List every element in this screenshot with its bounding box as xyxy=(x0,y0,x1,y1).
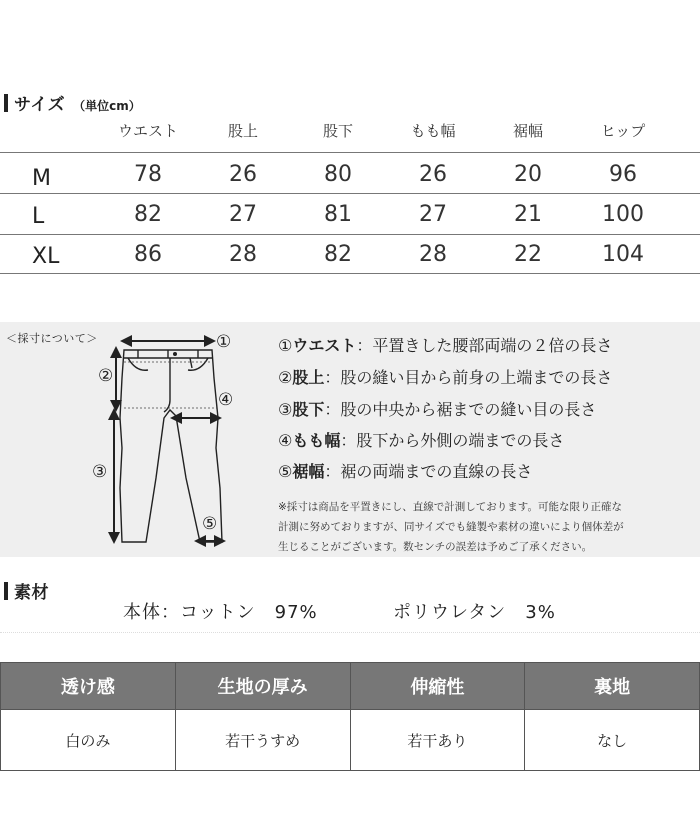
measure-term: ウエスト xyxy=(292,336,357,355)
table-divider xyxy=(0,152,700,153)
table-cell: 28 xyxy=(419,242,447,267)
section-marker-bar xyxy=(4,94,8,112)
table-row xyxy=(1,710,700,771)
table-cell: 20 xyxy=(514,162,542,187)
column-header-waist: ウエスト xyxy=(117,122,178,140)
material-section-header xyxy=(4,578,49,603)
measure-line-thigh xyxy=(278,428,564,451)
table-cell: 82 xyxy=(134,202,162,227)
column-header-hem: 裾幅 xyxy=(512,122,543,140)
size-label-m: M xyxy=(32,166,51,191)
material-main: 本体：コットン 97% xyxy=(123,602,318,623)
value-stretch: 若干あり xyxy=(350,710,525,771)
value-thickness: 若干うすめ xyxy=(175,710,350,771)
material-sub: ポリウレタン 3% xyxy=(393,602,556,623)
measure-term: 股上 xyxy=(292,368,325,387)
measure-line-inseam xyxy=(278,397,596,420)
measure-num: ③ xyxy=(278,400,293,419)
dotted-divider xyxy=(0,632,700,633)
measure-desc: ：股の縫い目から前身の上端までの長さ xyxy=(324,368,613,387)
table-cell: 104 xyxy=(602,242,644,267)
column-header-rise: 股上 xyxy=(227,122,258,140)
measure-line-hem xyxy=(278,459,532,482)
table-cell: 27 xyxy=(419,202,447,227)
size-section-header xyxy=(4,90,141,115)
table-cell: 26 xyxy=(419,162,447,187)
header-stretch: 伸縮性 xyxy=(350,663,525,710)
note-line: ※採寸は商品を平置きにし、直線で計測しております。可能な限り正確な xyxy=(278,501,622,513)
marker-3: ③ xyxy=(92,462,108,482)
measure-desc: ：股の中央から裾までの縫い目の長さ xyxy=(324,400,597,419)
table-cell: 28 xyxy=(229,242,257,267)
table-cell: 27 xyxy=(229,202,257,227)
header-thickness: 生地の厚み xyxy=(175,663,350,710)
section-marker-bar xyxy=(4,582,8,600)
measure-term: もも幅 xyxy=(292,431,341,450)
measure-num: ⑤ xyxy=(278,462,293,481)
pants-diagram xyxy=(80,328,250,553)
measure-desc: ：平置きした腰部両端の２倍の長さ xyxy=(356,336,613,355)
marker-2: ② xyxy=(98,366,114,386)
measure-num: ① xyxy=(278,336,293,355)
table-cell: 86 xyxy=(134,242,162,267)
size-label-l: L xyxy=(32,204,45,229)
column-header-hip: ヒップ xyxy=(600,122,646,140)
size-section-title: サイズ xyxy=(14,95,66,115)
table-header-row xyxy=(1,663,700,710)
measure-desc: ：裾の両端までの直線の長さ xyxy=(324,462,533,481)
material-section-title: 素材 xyxy=(14,583,49,603)
size-label-xl: XL xyxy=(32,244,60,269)
table-cell: 81 xyxy=(324,202,352,227)
measure-term: 裾幅 xyxy=(292,462,325,481)
table-cell: 100 xyxy=(602,202,644,227)
marker-1: ① xyxy=(216,332,232,352)
table-divider xyxy=(0,273,700,274)
measure-num: ② xyxy=(278,368,293,387)
measure-line-rise xyxy=(278,365,612,388)
measure-line-waist xyxy=(278,333,612,356)
measuring-note xyxy=(278,497,698,557)
table-divider xyxy=(0,193,700,194)
note-line: 計測に努めておりますが、同サイズでも縫製や素材の違いにより個体差が xyxy=(278,521,624,533)
measure-desc: ：股下から外側の端までの長さ xyxy=(340,431,565,450)
value-transparency: 白のみ xyxy=(1,710,176,771)
size-unit-label: （単位cm） xyxy=(73,99,141,113)
header-transparency: 透け感 xyxy=(1,663,176,710)
table-cell: 22 xyxy=(514,242,542,267)
table-divider xyxy=(0,234,700,235)
marker-4: ④ xyxy=(218,390,234,410)
marker-5: ⑤ xyxy=(202,514,218,534)
column-header-thigh: もも幅 xyxy=(410,122,456,140)
table-cell: 21 xyxy=(514,202,542,227)
table-cell: 26 xyxy=(229,162,257,187)
note-line: 生じることがございます。数センチの誤差は予めご了承ください。 xyxy=(278,541,593,553)
measure-num: ④ xyxy=(278,431,293,450)
table-cell: 96 xyxy=(609,162,637,187)
measuring-caption: ＜採寸について＞ xyxy=(6,332,98,345)
fabric-properties-table xyxy=(0,662,700,771)
value-lining: なし xyxy=(525,710,700,771)
table-cell: 78 xyxy=(134,162,162,187)
table-cell: 82 xyxy=(324,242,352,267)
table-cell: 80 xyxy=(324,162,352,187)
measure-term: 股下 xyxy=(292,400,325,419)
column-header-inseam: 股下 xyxy=(322,122,353,140)
header-lining: 裏地 xyxy=(525,663,700,710)
